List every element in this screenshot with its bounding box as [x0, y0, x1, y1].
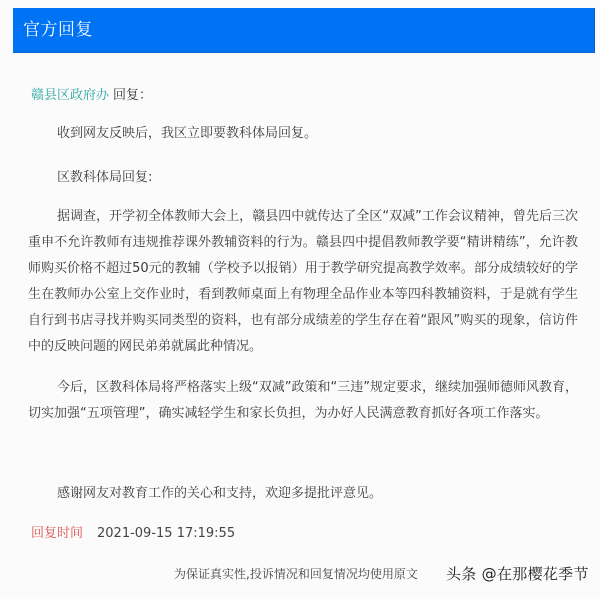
reply-suffix: 回复： — [113, 88, 153, 103]
reply-from-line — [31, 86, 152, 106]
source-watermark: 头条 @在那樱花季节 — [446, 565, 589, 583]
reply-time-label: 回复时间 — [31, 526, 84, 541]
reply-time — [31, 524, 235, 544]
paragraph-bureau-heading: 区教科体局回复: — [57, 170, 153, 185]
paragraph-acknowledgement: 收到网友反映后，我区立即要教科体局回复。 — [57, 126, 318, 141]
agency-link[interactable]: 赣县区政府办 — [31, 88, 110, 103]
authenticity-note: 为保证真实性,投诉情况和回复情况均使用原文 — [174, 567, 418, 581]
paragraph-thanks: 感谢网友对教育工作的关心和支持，欢迎多提批评意见。 — [57, 486, 383, 501]
paragraph-investigation: 据调查，开学初全体教师大会上，赣县四中就传达了全区“双减”工作会议精神，曾先后三次重申不允许教师有违规推荐课外教辅资料的行为。赣县四中提倡教师教学要“精讲精练”，允许教师购买价格不超过50元的教辅（学校予以报销）用于教学研究提高教学效率。部分成绩较好的学生在教师办公室上交作业时，看到教师桌面上有物理全品作业本等四科教辅资料，于是就有学生自行到书店寻找并购买同类型的资料，也有部分成绩差的学生存在着“跟风”购买的现象，信访件中的反映问题的网民弟弟就属此种情况。 — [28, 209, 578, 354]
paragraph-future-measures: 今后，区教科体局将严格落实上级“双减”政策和“三违”规定要求，继续加强师德师风教育，切实加强“五项管理”，确实减轻学生和家长负担，为办好人民满意教育抓好各项工作落实。 — [28, 380, 578, 421]
page-title: 官方回复 — [23, 20, 93, 40]
header-bar — [13, 8, 595, 53]
reply-time-value: 2021-09-15 17:19:55 — [97, 526, 236, 541]
